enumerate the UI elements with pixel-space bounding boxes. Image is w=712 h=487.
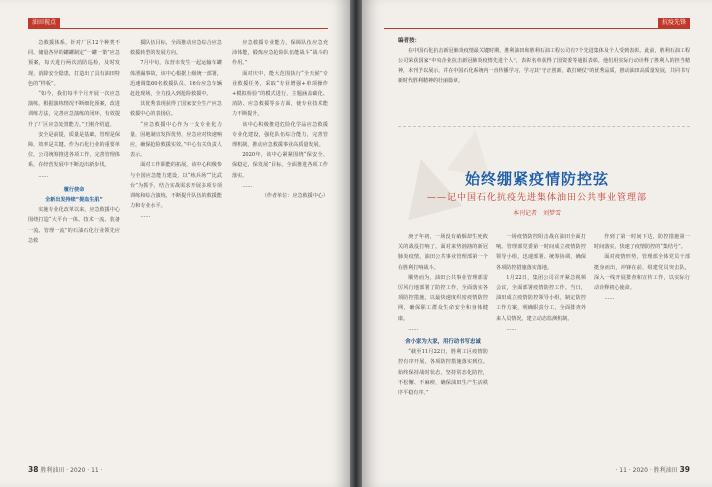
paragraph: 面对庆中，能大范围执行“全天候”专业救援任务，采取“专业增强+单项操作+模拟检验”的模式进行，主题涵盖碳化、消防、应急救援等多方面，使专业技术能力不断提升。 — [232, 70, 328, 118]
paragraph: 面对疫情形势，管理部全体党员干部挺身而出，冲锋在前，组建党员突击队，深入一线开展排查和宣传工作，以实际行动诠释初心使命。 — [594, 254, 690, 292]
paragraph: …… — [408, 325, 419, 332]
footer-text: 胜利油田 · 2020 · 11 · — [40, 467, 103, 474]
left-page — [0, 0, 350, 487]
article-title: 始终绷紧疫情防控弦 — [464, 170, 609, 188]
paragraph: 援队伍目标，全面推动应急综合应急救援转型的发展方向。 — [130, 40, 222, 57]
editor-note-text: 在中国石化抗击新冠肺炎疫情最关键时期，胜利油田和胜利石油工程公司有7个先进集体及个人受到表彰。此前，胜利石油工程公司荣获国家“中央企业抗击新冠肺炎疫情先进个人”，表彰名单获得了国资委等通报表彰，他们用实际行动诠释了胜利人的担当精神，本刊予以展示，并在中国石化系统内一直传播学习，学习其“守正创新，敢打硬仗”的优秀品质，推动油田高质量发展，共同书写新时代胜利精神的壮丽篇章。 — [398, 48, 690, 84]
paragraph: …… — [604, 295, 615, 302]
page-footer — [28, 466, 103, 475]
paragraph: “应急救援中心作为一支专业化力量，因地制宜发挥优势，应急应对快速响应，确保抢险救援实效。”中心有关负责人表示。 — [130, 121, 222, 159]
paragraph: 急救援体系，针对厂区12个种类不同、储量各异的罐罐制定“一罐一策”应急预案，每天进行两次消防巡检，及时发现、消除安全隐患，打造出了具有油田特色的“样板”。 — [28, 40, 120, 87]
paragraph: …… — [242, 182, 253, 189]
editor-note — [398, 36, 690, 120]
paragraph: …… — [506, 325, 517, 332]
paragraph: 该中心积极推进危险化学品应急救援专业化建设，强化队伍综合能力，完善管理机制，推动应急救援事业高质量发展。 — [232, 121, 328, 149]
editor-note-label: 编者按： — [398, 38, 421, 44]
book-spine — [350, 0, 362, 487]
paragraph: 2020年，该中心紧紧围绕“保安全、保稳定、保发展”目标，全面推进各项工作落实。 — [232, 152, 328, 179]
paragraph: 其优秀表现获得了国家安全生产应急救援中心的表扬信。 — [130, 101, 222, 118]
paragraph: …… — [38, 172, 49, 179]
footer-text: · 11 · 2020 · 胜利油田 — [615, 467, 678, 474]
paragraph: 顺势而为，油田公共事业管理部雷厉风行地部署了防控工作，全面落实各项防控措施，以最快速度织密疫情防控网，确保职工群众生命安全和身体健康。 — [398, 274, 488, 322]
article-subtitle: ——记中国石化抗疫先进集体油田公共事业管理部 — [426, 193, 647, 203]
section-heading: 舍小家为大家，用行动书写忠诚 — [405, 339, 481, 346]
right-column-2 — [496, 232, 586, 474]
page-number: 39 — [679, 465, 690, 474]
section-tag: 抗疫先锋 — [658, 18, 690, 28]
page-number: 38 — [28, 465, 39, 474]
divider — [398, 126, 690, 127]
article-byline: 本刊记者 刘梦雪 — [512, 210, 561, 217]
paragraph: 面对工作职能的拓展，该中心积极参与全国应急能力建设，以“练兵场”“比武台”为抓手，结合实战需求开展多项专项训练和综合演练，不断提升队伍的救援能力和专业水平。 — [130, 162, 222, 210]
paragraph: 1月22日，集团公司召开紧急视频会议，全面部署疫情防控工作。当日，油田成立疫情防控领导小组，制定防控工作方案，明确职责分工，全面排查外来人员情况，建立动态监测机制。 — [496, 274, 586, 322]
page-footer — [615, 466, 690, 475]
paragraph: 应急救援专业能力，保障队伍应急充沛体能，锻炼应急抢险队伍能战斗“战斗的作用。” — [232, 40, 328, 67]
top-rule — [28, 28, 328, 29]
author-signature: （作者单位：应急救援中心） — [261, 193, 328, 200]
section-heading: 履行使命 — [63, 186, 85, 193]
left-column-2 — [130, 38, 222, 474]
paragraph: 7月中旬，东营市发生一起运输车罐体泄漏事故，该中心根据上级统一部署，迅速调集60名救援队员、16台应急车辆赶赴现场，全力投入到抢险救援中。 — [130, 60, 222, 98]
paragraph: 安全是前提，质量是基础，管理是保障，效率是关键。作为石化行业的重要单位，公司统筹推进各项工作，完善管理体系，在经营发展中不断迈出新步伐。 — [28, 131, 120, 169]
top-rule — [384, 28, 690, 29]
right-page — [362, 0, 712, 487]
paragraph: 庚子年初，一场没有硝烟却生死攸关的战役打响了。面对来势汹汹的新冠肺炎疫情，油田公共事业管理部第一个在胜利打响战斗。 — [398, 234, 488, 271]
left-column-1 — [28, 38, 120, 474]
paragraph: 作到了第一时间下达，防控措施第一时间落实，快速了疫情防控的“集结号”。 — [594, 234, 690, 251]
section-tag: 油田视点 — [28, 18, 60, 28]
paragraph: …… — [140, 213, 151, 220]
paragraph: “如今，我们每半个月开展一次应急演练，根据演练情况不断细化预案，改进训练方法，完善应急演练的闭环，有效提升了厂区应急处置能力。”王刚介绍道。 — [28, 91, 120, 128]
section-subheading: 全新出发持续“提血生肌” — [45, 197, 103, 204]
paragraph: “截至11月22日，胜利工区疫情防控有序开展，各项防控措施落实到位。始终保持战时状态，坚持常态化防控，不松懈、不麻痹，确保油田生产生活秩序平稳有序。” — [398, 349, 488, 397]
left-column-3 — [232, 38, 328, 474]
paragraph: 一场疫情防控阻击战在油田全面打响。管理部党委第一时间成立疫情防控领导小组，迅速部署、统筹协调，确保各项防控措施落实落地。 — [496, 234, 586, 271]
right-column-1 — [398, 232, 488, 474]
right-column-3 — [594, 232, 690, 474]
paragraph: 实施专业化改革以来，应急救援中心围绕打造“大平台一体、技术一流、装备一流、管理一流”的石油石化行业领先应急救 — [28, 207, 120, 244]
